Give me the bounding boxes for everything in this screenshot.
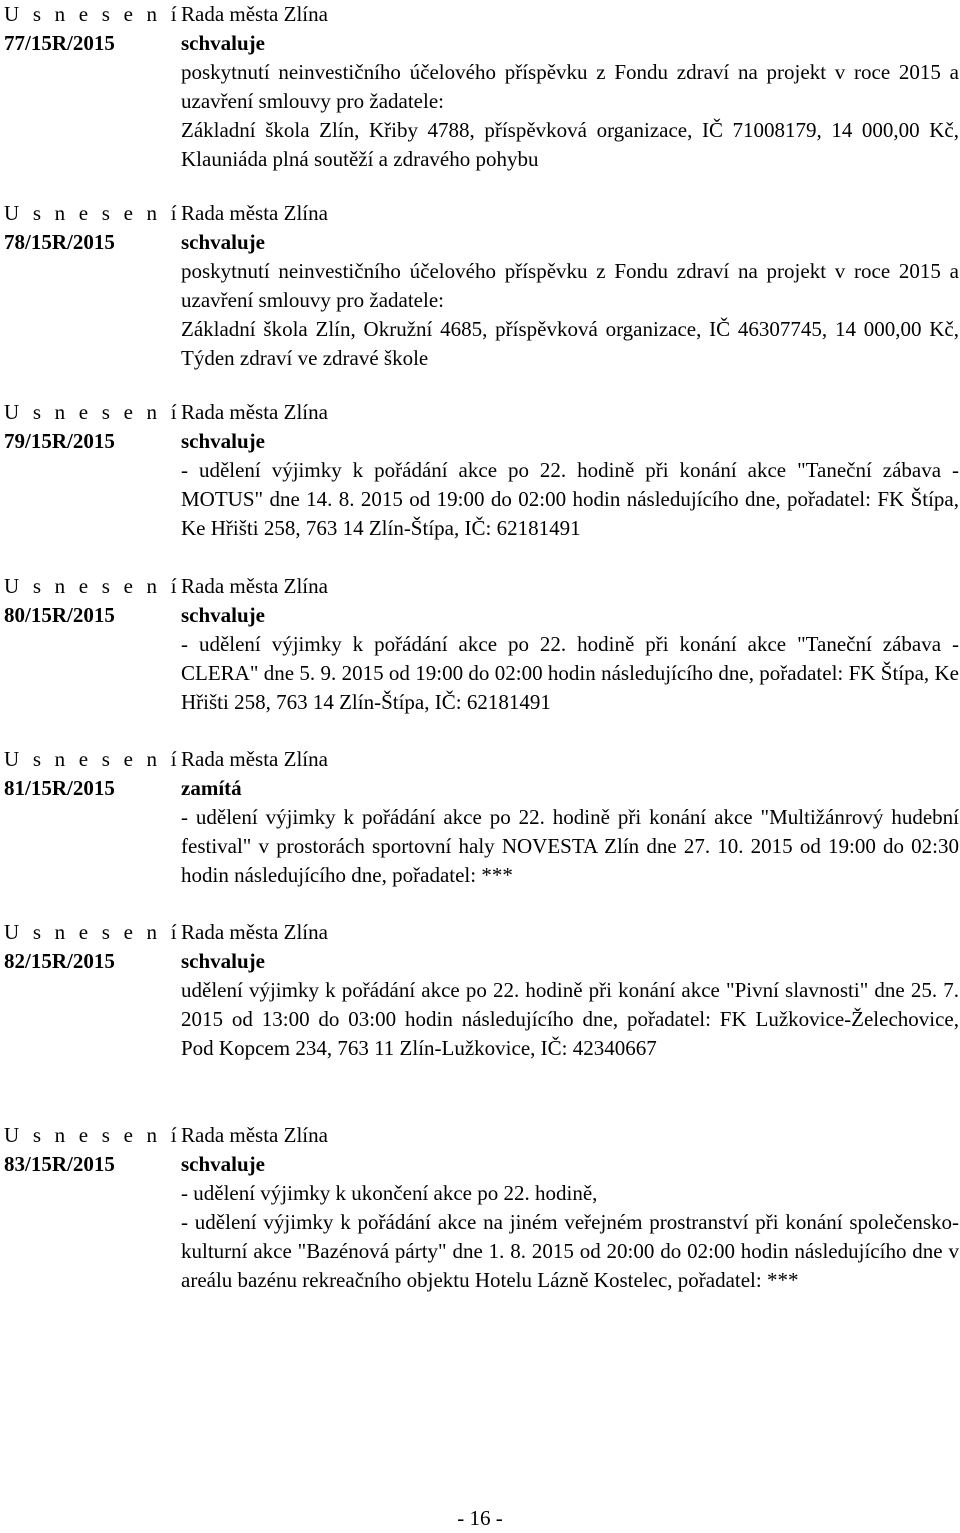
resolution-verb: schvaluje xyxy=(181,230,265,254)
resolution-heading: U s n e s e n í xyxy=(4,1123,181,1147)
resolution-content xyxy=(181,1121,959,1295)
resolution-heading: U s n e s e n í xyxy=(4,574,181,598)
resolution-body xyxy=(181,456,959,543)
resolution-verb: schvaluje xyxy=(181,31,265,55)
resolution-label xyxy=(4,745,181,803)
resolution-number: 77/15R/2015 xyxy=(4,31,115,55)
resolution-body xyxy=(181,630,959,717)
resolution-number: 80/15R/2015 xyxy=(4,603,115,627)
resolution-verb: schvaluje xyxy=(181,1152,265,1176)
resolution-heading: U s n e s e n í xyxy=(4,920,181,944)
council-name: Rada města Zlína xyxy=(181,2,328,26)
resolution-verb: schvaluje xyxy=(181,603,265,627)
resolution-heading: U s n e s e n í xyxy=(4,201,181,225)
resolution-verb: schvaluje xyxy=(181,949,265,973)
resolution-body xyxy=(181,1179,959,1295)
resolution-paragraph: - udělení výjimky k pořádání akce po 22. hodině při konání akce "Taneční zábava - MOTUS" dne 14. 8. 2015 od 19:00 do 02:00 hodin následujícího dne, pořadatel: FK Štípa, Ke Hřišti 258, 763 14 Zlín-Štípa, IČ: 62181491 xyxy=(181,458,959,540)
resolution-paragraph: - udělení výjimky k pořádání akce po 22. hodině při konání akce "Taneční zábava - CLERA" dne 5. 9. 2015 od 19:00 do 02:00 hodin následujícího dne, pořadatel: FK Štípa, Ke Hřišti 258, 763 14 Zlín-Štípa, IČ: 62181491 xyxy=(181,632,959,714)
resolution-number: 82/15R/2015 xyxy=(4,949,115,973)
resolution-content xyxy=(181,918,959,1063)
page-number: - 16 - xyxy=(457,1506,503,1530)
resolution-content xyxy=(181,572,959,717)
resolution-paragraph: Základní škola Zlín, Křiby 4788, příspěvková organizace, IČ 71008179, 14 000,00 Kč, Klauniáda plná soutěží a zdravého pohybu xyxy=(181,118,959,171)
resolution-content xyxy=(181,398,959,543)
resolution-paragraph: - udělení výjimky k ukončení akce po 22. hodině, xyxy=(181,1181,598,1205)
resolution-number: 83/15R/2015 xyxy=(4,1152,115,1176)
resolution-content xyxy=(181,745,959,890)
council-name: Rada města Zlína xyxy=(181,747,328,771)
resolution-body xyxy=(181,803,959,890)
resolution-label xyxy=(4,398,181,456)
resolution-body xyxy=(181,976,959,1063)
resolution-label xyxy=(4,1121,181,1179)
council-name: Rada města Zlína xyxy=(181,1123,328,1147)
resolution-paragraph: - udělení výjimky k pořádání akce na jiném veřejném prostranství při konání společensko-kulturní akce "Bazénová párty" dne 1. 8. 2015 od 20:00 do 02:00 hodin následujícího dne v areálu bazénu rekreačního objektu Hotelu Lázně Kostelec, pořadatel: *** xyxy=(181,1210,959,1292)
resolution-number: 81/15R/2015 xyxy=(4,776,115,800)
resolution-verb: zamítá xyxy=(181,776,242,800)
resolution-paragraph: poskytnutí neinvestičního účelového příspěvku z Fondu zdraví na projekt v roce 2015 a uzavření smlouvy pro žadatele: xyxy=(181,60,959,113)
resolution-number: 78/15R/2015 xyxy=(4,230,115,254)
resolution-label xyxy=(4,0,181,58)
resolution-paragraph: udělení výjimky k pořádání akce po 22. hodině při konání akce "Pivní slavnosti" dne 25. 7. 2015 od 13:00 do 03:00 hodin následujícího dne, pořadatel: FK Lužkovice-Želechovice, Pod Kopcem 234, 763 11 Zlín-Lužkovice, IČ: 42340667 xyxy=(181,978,959,1060)
resolution-number: 79/15R/2015 xyxy=(4,429,115,453)
resolution-heading: U s n e s e n í xyxy=(4,2,181,26)
resolution-body xyxy=(181,58,959,174)
resolution-label xyxy=(4,199,181,257)
resolution-label xyxy=(4,572,181,630)
resolution-heading: U s n e s e n í xyxy=(4,400,181,424)
resolution-body xyxy=(181,257,959,373)
council-name: Rada města Zlína xyxy=(181,400,328,424)
resolution-content xyxy=(181,199,959,373)
resolution-content xyxy=(181,0,959,174)
resolution-paragraph: poskytnutí neinvestičního účelového příspěvku z Fondu zdraví na projekt v roce 2015 a uzavření smlouvy pro žadatele: xyxy=(181,259,959,312)
resolution-paragraph: Základní škola Zlín, Okružní 4685, příspěvková organizace, IČ 46307745, 14 000,00 Kč, Týden zdraví ve zdravé škole xyxy=(181,317,959,370)
resolution-heading: U s n e s e n í xyxy=(4,747,181,771)
resolution-paragraph: - udělení výjimky k pořádání akce po 22. hodině při konání akce "Multižánrový hudební festival" v prostorách sportovní haly NOVESTA Zlín dne 27. 10. 2015 od 19:00 do 02:30 hodin následujícího dne, pořadatel: *** xyxy=(181,805,959,887)
resolution-label xyxy=(4,918,181,976)
resolution-verb: schvaluje xyxy=(181,429,265,453)
council-name: Rada města Zlína xyxy=(181,574,328,598)
council-name: Rada města Zlína xyxy=(181,201,328,225)
council-name: Rada města Zlína xyxy=(181,920,328,944)
